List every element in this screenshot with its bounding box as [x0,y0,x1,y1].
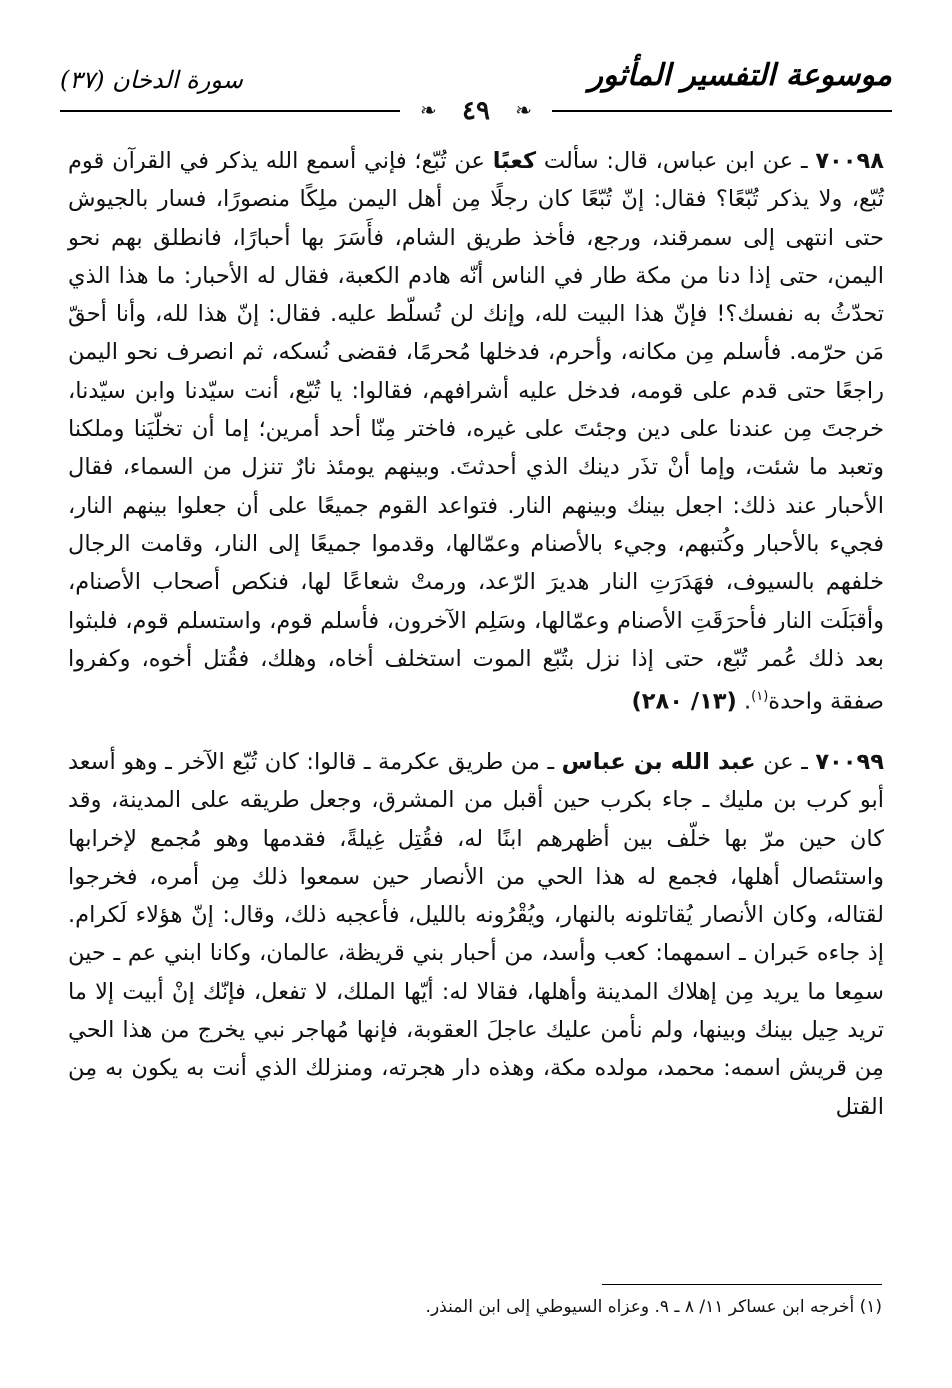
entry-intro: ـ عن [755,748,816,775]
volume-reference: (١٣/ ٢٨٠) [631,688,737,715]
narrator-name: كعبًا [492,148,537,174]
header-rule-right [552,110,892,112]
header-rule-left [60,110,400,112]
footnote: (١) أخرجه ابن عساكر ١١/ ٨ ـ ٩. وعزاه السيوطي إلى ابن المنذر. [425,1297,882,1317]
book-title: موسوعة التفسير المأثور [588,58,892,93]
surah-title: سورة الدخان (٣٧) [60,66,243,94]
footnote-separator [602,1284,882,1285]
running-header [60,58,892,128]
entry-70099 [68,743,884,1126]
ornament-right-icon: ❧ [515,98,532,122]
entry-text: عن تُبّع؛ فإني أسمع الله يذكر في القرآن قوم تُبّع، ولا يذكر تُبّعًا؟ فقال: إنّ تُبّعًا كان رجلًا مِن أهل اليمن ملِكًا منصورًا، فسار بالجيوش حتى انتهى إلى سمرقند، ورجع، فأخذ طريق الشام، فأَسَرَ بها أحبارًا، فانطلق بهم نحو اليمن، حتى إذا دنا من مكة طار في الناس أنّه هادم الكعبة، فقال له الأحبار: ما هذا الذي تحدّثُ به نفسك؟! فإنّ هذا البيت لله، وإنك لن تُسلّط عليه. فقال: إنّ هذا لله، وأنا أحقّ مَن حرّمه. فأسلم مِن مكانه، وأحرم، فدخلها مُحرمًا، فقضى نُسكه، ثم انصرف نحو اليمن راجعًا حتى قدم على قومه، فدخل عليه أشرافهم، فقالوا: يا تُبّع، أنت سيّدنا وابن سيّدنا، خرجتَ مِن عندنا على دين وجئتَ على غيره، فاختر مِنّا أحد أمرين؛ إما أن تخلّيَنا وملكنا وتعبد ما شئت، وإما أنْ تذَر دينك الذي أحدثتَ. وبينهم يومئذ نارٌ تنزل من السماء، فقال الأحبار عند ذلك: اجعل بينك وبينهم النار. فتواعد القوم جميعًا على أن جعلوا بينهم النار، فجيء بالأحبار وكُتبهم، وجيء بالأصنام وعمّالها، وقدموا جميعًا إلى النار، وقامت الرجال خلفهم بالسيوف، فهَدَرَتِ النار هديرَ الرّعد، ورمتْ شعاعًا لها، فنكص أصحاب الأصنام، وأقبَلَت النار فأحرَقَتِ الأصنام وعمّالها، وسَلِم الآخرون، فأسلم قوم، واستسلم قوم، فلبثوا بعد ذلك عُمر تُبّع، حتى إذا نزل بتُبّع الموت استخلف أخاه، وهلك، فقُتل أخوه، وكفروا صفقة واحدة [68,148,884,715]
ornament-left-icon: ❧ [420,98,437,122]
narrator-name: عبد الله بن عباس [561,748,756,775]
entry-70098: ٧٠٠٩٨ ـ عن ابن عباس، قال: سألت كعبًا عن تُبّع؛ فإني أسمع الله يذكر في القرآن قوم تُبّع، ولا يذكر تُبّعًا؟ فقال: إنّ تُبّعًا كان رجلًا مِن أهل اليمن ملِكًا منصورًا، فسار بالجيوش حتى انتهى إلى سمرقند، ورجع، فأخذ طريق الشام، فأَسَرَ بها أحبارًا، فانطلق بهم نحو اليمن، حتى إذا دنا من مكة طار في الناس أنّه هادم الكعبة، فقال له الأحبار: ما هذا الذي تحدّثُ به نفسك؟! فإنّ هذا البيت لله، وإنك لن تُسلّط عليه. فقال: إنّ هذا لله، وأنا أحقّ مَن حرّمه. فأسلم مِن مكانه، وأحرم، فدخلها مُحرمًا، فقضى نُسكه، ثم انصرف نحو اليمن راجعًا حتى قدم على قومه، فدخل عليه أشرافهم، فقالوا: يا تُبّع، أنت سيّدنا وابن سيّدنا، خرجتَ مِن عندنا على دين وجئتَ على غيره، فاختر مِنّا أحد أمرين؛ إما أن تخلّيَنا وملكنا وتعبد ما شئت، وإما أنْ تذَر دينك الذي أحدثتَ. وبينهم يومئذ نارٌ تنزل من السماء، فقال الأحبار عند ذلك: اجعل بينك وبينهم النار. فتواعد القوم جميعًا على أن جعلوا بينهم النار، فجيء بالأحبار وكُتبهم، وجيء بالأصنام وعمّالها، وقدموا جميعًا إلى النار، وقامت الرجال خلفهم بالسيوف، فهَدَرَتِ النار هديرَ الرّعد، ورمتْ شعاعًا لها، فنكص أصحاب الأصنام، وأقبَلَت النار فأحرَقَتِ الأصنام وعمّالها، وسَلِم الآخرون، فأسلم قوم، واستسلم قوم، فلبثوا بعد ذلك عُمر تُبّع، حتى إذا نزل بتُبّع الموت استخلف أخاه، وهلك، فقُتل أخوه، وكفروا صفقة واحدة$^{(١)}$. (١٣/ ٢٨٠) [68,148,884,715]
main-text [68,142,884,1126]
entry-text: ـ من طريق عكرمة ـ قالوا: كان تُبّع الآخر ـ وهو أسعد أبو كرب بن مليك ـ جاء بكرب حين أقبل من المشرق، وجعل طريقه على المدينة، وقد كان حين مرّ بها خلّف بين أظهرهم ابنًا له، فقُتِل غِيلةً، فقدمها وهو مُجمع لإخرابها واستئصال أهلها، فجمع له هذا الحي من الأنصار حين سمعوا ذلك مِن أمره، فخرجوا لقتاله، وكان الأنصار يُقاتلونه بالنهار، ويُقْرُونه بالليل، فأعجبه ذلك، وقال: إنّ هؤلاء لَكرام. إذ جاءه حَبران ـ اسمهما: كعب وأسد، من أحبار بني قريظة، عالمان، وكانا ابني عم ـ حين سمِعا ما يريد مِن إهلاك المدينة وأهلها، فقالا له: أيّها الملك، لا تفعل، فإنّك إنْ أبيت إلا ما تريد حِيل بينك وبينها، ولم نأمن عليك عاجلَ العقوبة، فإنها مُهاجر نبي يخرج من هذا الحي مِن قريش اسمه: محمد، مولده مكة، وهذه دار هجرته، ومنزلك الذي أنت به يكون به مِن القتل [68,748,884,1120]
entry-number: ٧٠٠٩٩ [815,748,884,775]
entry-number: ٧٠٠٩٨ [815,148,884,174]
entry-intro: ـ عن ابن عباس، قال: سألت [536,148,816,174]
footnote-marker[interactable]: (١) [751,689,769,705]
page-number: ٤٩ [462,96,490,126]
